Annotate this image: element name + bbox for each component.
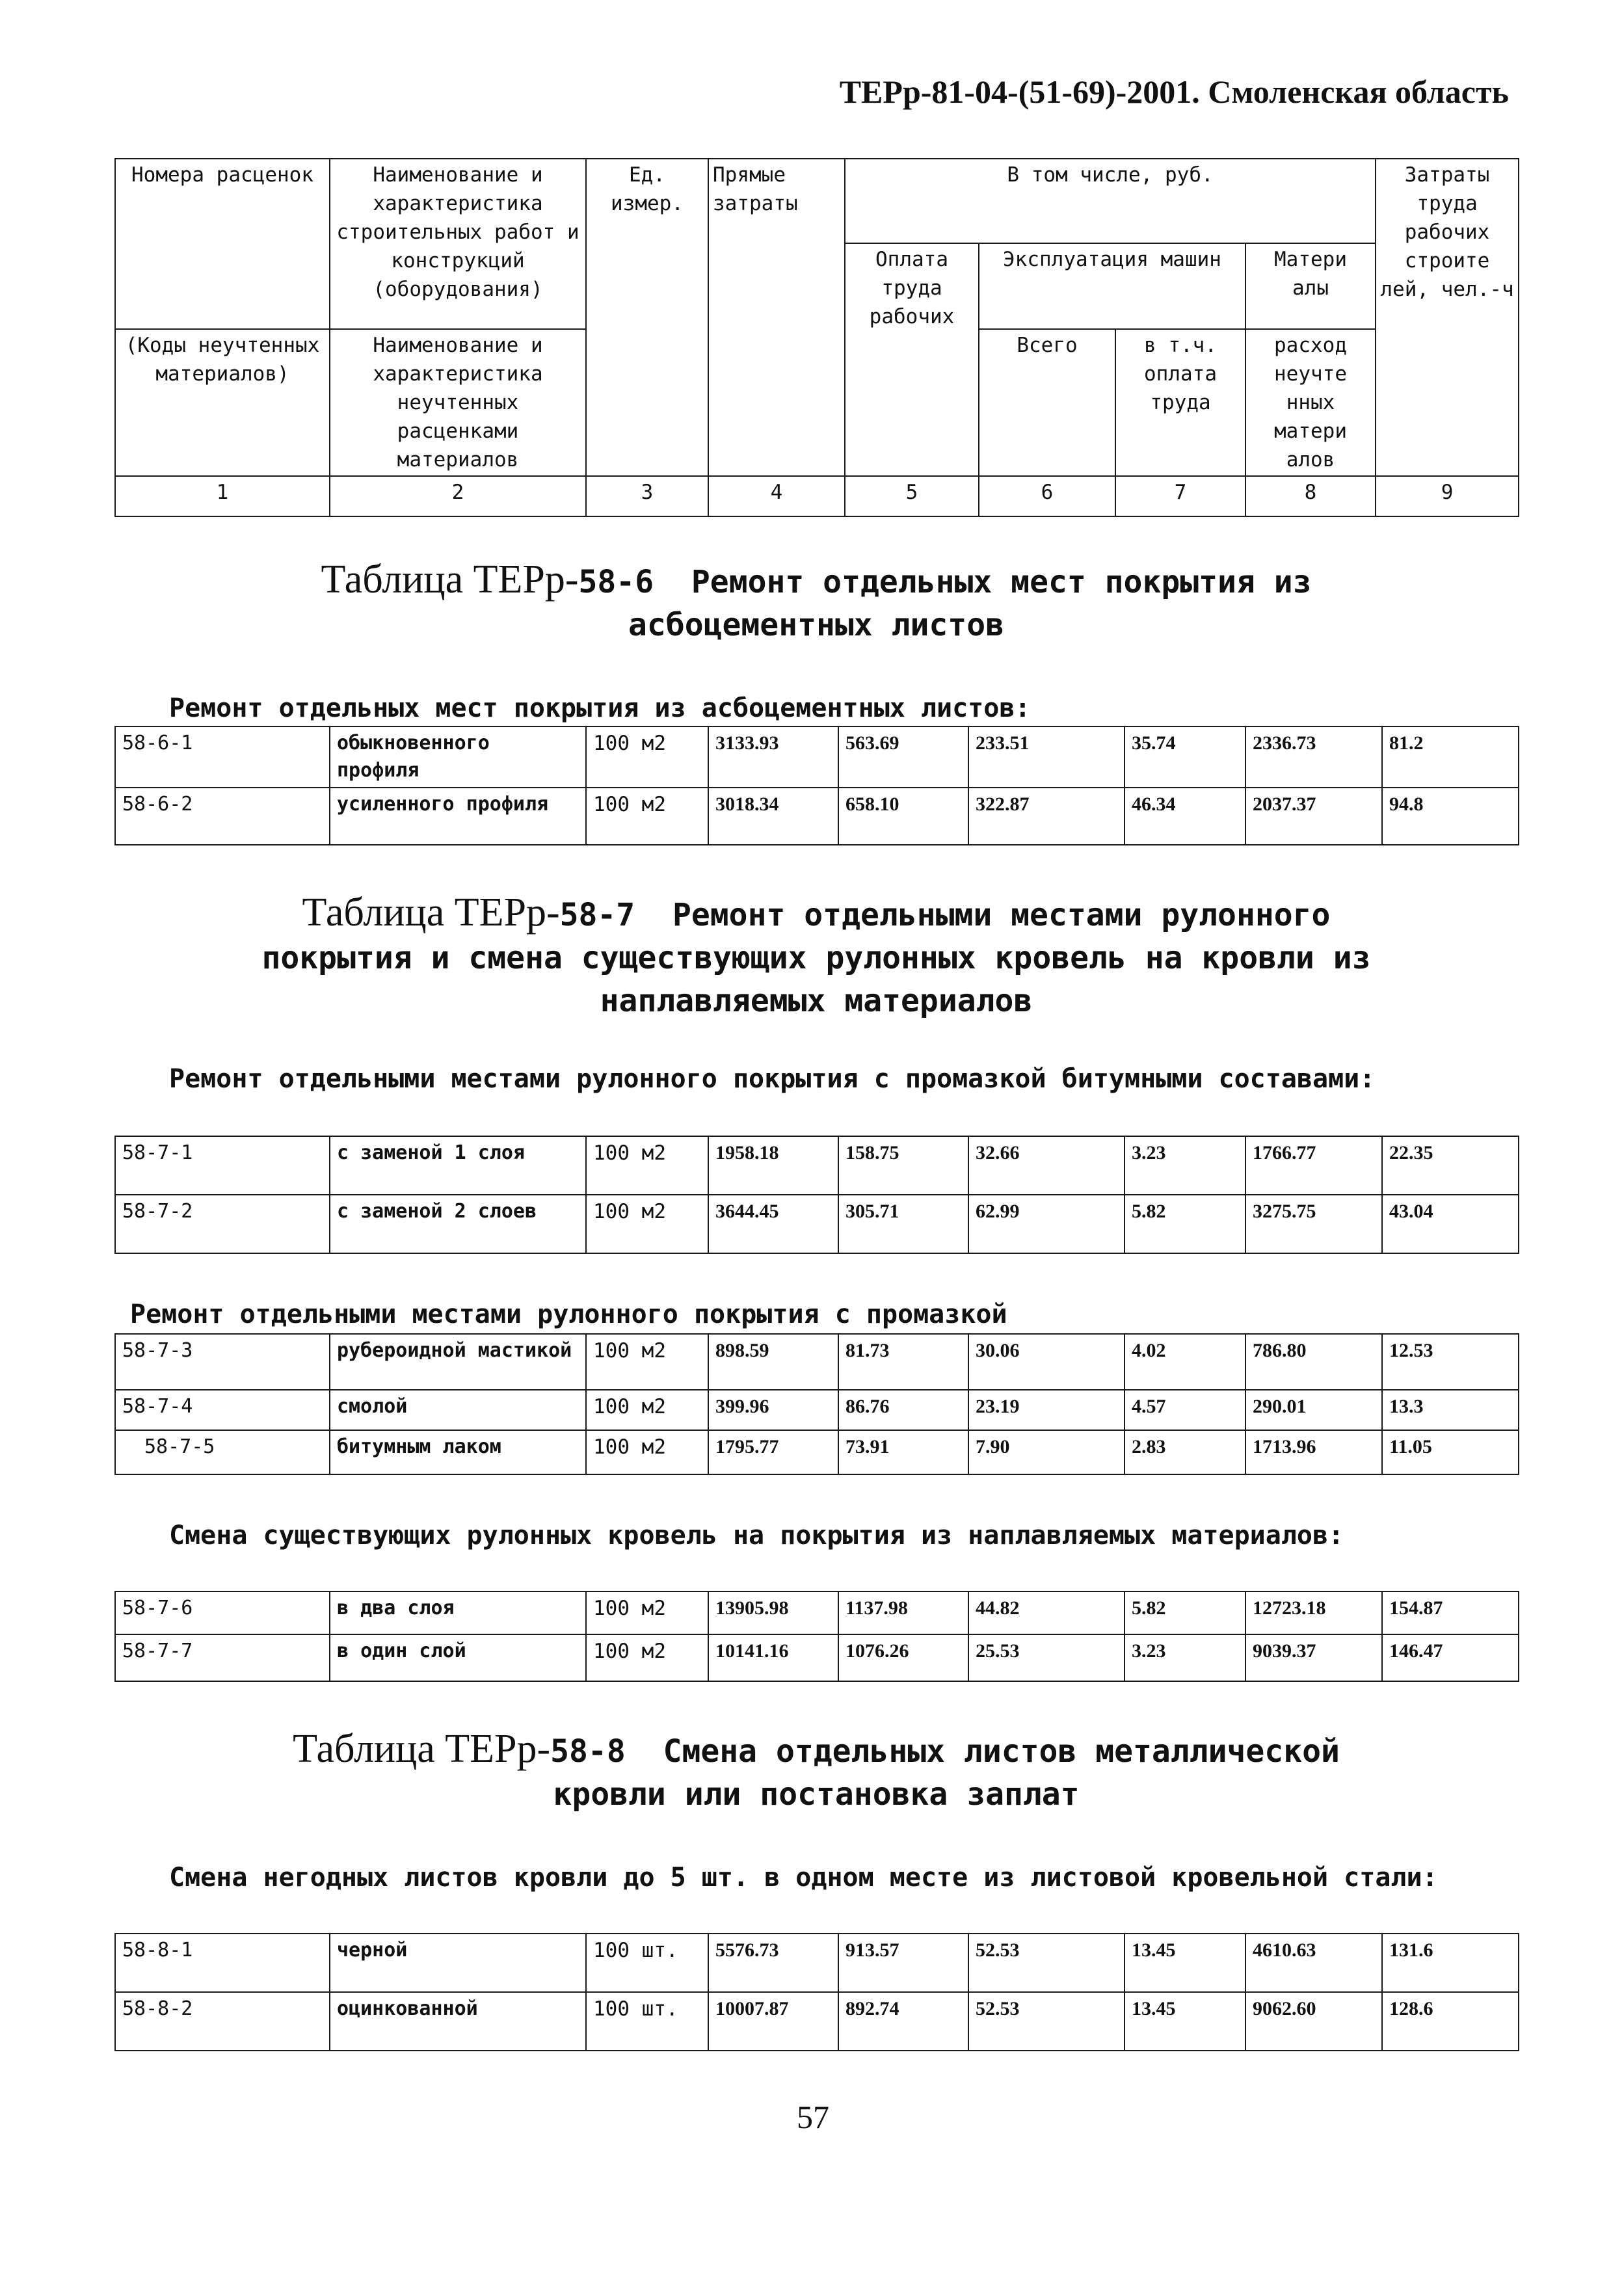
table-cell: 58-6-1 <box>115 726 330 788</box>
table-cell: 100 м2 <box>586 1591 708 1634</box>
table-cell: 13.45 <box>1125 1992 1245 2051</box>
table-cell: 58-7-4 <box>115 1390 330 1430</box>
header-materials: Матери алы <box>1245 243 1376 329</box>
table-cell: 2037.37 <box>1245 788 1382 845</box>
table-cell: 58-8-2 <box>115 1992 330 2051</box>
table-cell: 100 шт. <box>586 1934 708 1992</box>
table-cell: 23.19 <box>968 1390 1125 1430</box>
table-row <box>115 1992 1519 2051</box>
table-cell: 12.53 <box>1382 1334 1519 1390</box>
col-num: 5 <box>845 476 979 516</box>
table-cell: с заменой 2 слоев <box>330 1195 586 1253</box>
table-cell: рубероидной мастикой <box>330 1334 586 1390</box>
table-cell: 399.96 <box>708 1390 838 1430</box>
table-cell: 898.59 <box>708 1334 838 1390</box>
table-cell: 3.23 <box>1125 1634 1245 1681</box>
table-cell: 13905.98 <box>708 1591 838 1634</box>
table-cell: 22.35 <box>1382 1136 1519 1195</box>
table-cell: 58-8-1 <box>115 1934 330 1992</box>
table-cell: 233.51 <box>968 726 1125 788</box>
table-cell: 3275.75 <box>1245 1195 1382 1253</box>
group-heading: Смена негодных листов кровли до 5 шт. в одном месте из листовой кровельной стали: <box>169 1863 1438 1893</box>
table-cell: 7.90 <box>968 1430 1125 1474</box>
table-row <box>115 1334 1519 1390</box>
table-cell: 305.71 <box>838 1195 968 1253</box>
table-cell: 12723.18 <box>1245 1591 1382 1634</box>
header-materials-use: расход неучте нных матери алов <box>1245 329 1376 476</box>
table-cell: 322.87 <box>968 788 1125 845</box>
col-num: 3 <box>586 476 708 516</box>
table-cell: 5.82 <box>1125 1195 1245 1253</box>
table-cell: 25.53 <box>968 1634 1125 1681</box>
table-cell: 658.10 <box>838 788 968 845</box>
rates-table-58-7-b <box>114 1333 1519 1475</box>
table-cell: 4.57 <box>1125 1390 1245 1430</box>
table-cell: 32.66 <box>968 1136 1125 1195</box>
table-cell: 9062.60 <box>1245 1992 1382 2051</box>
table-cell: 46.34 <box>1125 788 1245 845</box>
rates-table-58-7-a <box>114 1136 1519 1254</box>
table-cell: битумным лаком <box>330 1430 586 1474</box>
table-row <box>115 1591 1519 1634</box>
section-title: Таблица ТЕРр-58-7 Ремонт отдельными местами рулонного покрытия и смена существующих рулонных кровель на кровли из наплавляемых материалов <box>261 890 1371 1019</box>
header-codes-unaccounted: (Коды неучтенных материалов) <box>115 329 330 476</box>
table-cell: 786.80 <box>1245 1334 1382 1390</box>
table-cell: 913.57 <box>838 1934 968 1992</box>
table-cell: 73.91 <box>838 1430 968 1474</box>
table-cell: 58-7-5 <box>115 1430 330 1474</box>
col-num: 8 <box>1245 476 1376 516</box>
header-labor: Затраты труда рабочих строите лей, чел.-ч <box>1376 159 1519 476</box>
table-cell: 1958.18 <box>708 1136 838 1195</box>
table-cell: 290.01 <box>1245 1390 1382 1430</box>
running-header: ТЕРр-81-04-(51-69)-2001. Смоленская область <box>839 73 1509 110</box>
table-cell: 1713.96 <box>1245 1430 1382 1474</box>
header-machines-pay: в т.ч. оплата труда <box>1115 329 1245 476</box>
table-cell: черной <box>330 1934 586 1992</box>
rates-table-58-6 <box>114 726 1519 845</box>
table-row <box>115 476 1519 516</box>
header-machines: Эксплуатация машин <box>979 243 1245 329</box>
table-cell: 58-7-3 <box>115 1334 330 1390</box>
table-cell: 13.3 <box>1382 1390 1519 1430</box>
table-cell: 52.53 <box>968 1934 1125 1992</box>
col-num: 6 <box>979 476 1115 516</box>
table-cell: 11.05 <box>1382 1430 1519 1474</box>
table-cell: 43.04 <box>1382 1195 1519 1253</box>
table-cell: 2.83 <box>1125 1430 1245 1474</box>
table-cell: 94.8 <box>1382 788 1519 845</box>
col-num: 4 <box>708 476 845 516</box>
table-cell: 58-7-1 <box>115 1136 330 1195</box>
table-cell: 100 м2 <box>586 1390 708 1430</box>
table-cell: 62.99 <box>968 1195 1125 1253</box>
group-heading: Смена существующих рулонных кровель на покрытия из наплавляемых материалов: <box>169 1521 1344 1550</box>
table-cell: 100 шт. <box>586 1992 708 2051</box>
table-cell: смолой <box>330 1390 586 1430</box>
table-cell: 52.53 <box>968 1992 1125 2051</box>
table-cell: 3644.45 <box>708 1195 838 1253</box>
header-pay: Оплата труда рабочих <box>845 243 979 476</box>
table-cell: 10141.16 <box>708 1634 838 1681</box>
table-cell: в два слоя <box>330 1591 586 1634</box>
table-cell: усиленного профиля <box>330 788 586 845</box>
header-name-unaccounted: Наименование и характеристика неучтенных расценками материалов <box>330 329 586 476</box>
table-cell: 892.74 <box>838 1992 968 2051</box>
table-cell: 146.47 <box>1382 1634 1519 1681</box>
table-cell: 3.23 <box>1125 1136 1245 1195</box>
table-cell: с заменой 1 слоя <box>330 1136 586 1195</box>
table-cell: 100 м2 <box>586 1136 708 1195</box>
table-row <box>115 726 1519 788</box>
table-cell: 3018.34 <box>708 788 838 845</box>
table-cell: 58-7-2 <box>115 1195 330 1253</box>
col-num: 7 <box>1115 476 1245 516</box>
table-cell: 100 м2 <box>586 1634 708 1681</box>
table-cell: 100 м2 <box>586 1334 708 1390</box>
table-cell: 158.75 <box>838 1136 968 1195</box>
header-unit: Ед. измер. <box>586 159 708 476</box>
header-machines-all: Всего <box>979 329 1115 476</box>
table-row <box>115 788 1519 845</box>
table-cell: 13.45 <box>1125 1934 1245 1992</box>
table-cell: 4610.63 <box>1245 1934 1382 1992</box>
table-cell: 128.6 <box>1382 1992 1519 2051</box>
table-cell: 35.74 <box>1125 726 1245 788</box>
table-row <box>115 1195 1519 1253</box>
table-cell: в один слой <box>330 1634 586 1681</box>
table-cell: 44.82 <box>968 1591 1125 1634</box>
table-cell: 5.82 <box>1125 1591 1245 1634</box>
header-in-total: В том числе, руб. <box>845 159 1376 243</box>
table-row <box>115 1136 1519 1195</box>
table-cell: 100 м2 <box>586 726 708 788</box>
header-codes: Номера расценок <box>115 159 330 329</box>
table-cell: 58-7-7 <box>115 1634 330 1681</box>
table-cell: 100 м2 <box>586 1430 708 1474</box>
col-num: 9 <box>1376 476 1519 516</box>
table-cell: 9039.37 <box>1245 1634 1382 1681</box>
table-cell: 2336.73 <box>1245 726 1382 788</box>
table-cell: 4.02 <box>1125 1334 1245 1390</box>
col-num: 2 <box>330 476 586 516</box>
table-cell: 5576.73 <box>708 1934 838 1992</box>
table-cell: 1137.98 <box>838 1591 968 1634</box>
table-cell: 81.73 <box>838 1334 968 1390</box>
table-cell: 100 м2 <box>586 1195 708 1253</box>
table-cell: 10007.87 <box>708 1992 838 2051</box>
table-row <box>115 159 1519 243</box>
table-cell: 563.69 <box>838 726 968 788</box>
table-row <box>115 1390 1519 1430</box>
table-cell: 58-7-6 <box>115 1591 330 1634</box>
table-cell: 81.2 <box>1382 726 1519 788</box>
section-title: Таблица ТЕРр-58-6 Ремонт отдельных мест покрытия из асбоцементных листов <box>321 557 1312 643</box>
group-heading: Ремонт отдельными местами рулонного покрытия с промазкой битумными составами: <box>169 1064 1376 1094</box>
rates-table-58-8 <box>114 1933 1519 2051</box>
table-row <box>115 1430 1519 1474</box>
table-cell: 131.6 <box>1382 1934 1519 1992</box>
table-cell: 30.06 <box>968 1334 1125 1390</box>
col-num: 1 <box>115 476 330 516</box>
group-heading: Ремонт отдельных мест покрытия из асбоцементных листов: <box>169 693 1031 723</box>
column-header-table <box>114 158 1519 517</box>
table-cell: 100 м2 <box>586 788 708 845</box>
rates-table-58-7-c <box>114 1591 1519 1682</box>
table-row <box>115 1634 1519 1681</box>
table-cell: 1795.77 <box>708 1430 838 1474</box>
table-cell: 86.76 <box>838 1390 968 1430</box>
table-cell: 58-6-2 <box>115 788 330 845</box>
section-title: Таблица ТЕРр-58-8 Смена отдельных листов металлической кровли или постановка заплат <box>293 1727 1340 1813</box>
page-number: 57 <box>797 2099 829 2135</box>
header-direct: Прямые затраты <box>708 159 845 476</box>
group-heading: Ремонт отдельными местами рулонного покрытия с промазкой <box>130 1299 1007 1329</box>
table-cell: 3133.93 <box>708 726 838 788</box>
table-cell: 1076.26 <box>838 1634 968 1681</box>
table-cell: 1766.77 <box>1245 1136 1382 1195</box>
table-cell: оцинкованной <box>330 1992 586 2051</box>
table-row <box>115 1934 1519 1992</box>
table-cell: обыкновенного профиля <box>330 726 586 788</box>
header-name: Наименование и характеристика строительных работ и конструкций (оборудования) <box>330 159 586 329</box>
table-cell: 154.87 <box>1382 1591 1519 1634</box>
